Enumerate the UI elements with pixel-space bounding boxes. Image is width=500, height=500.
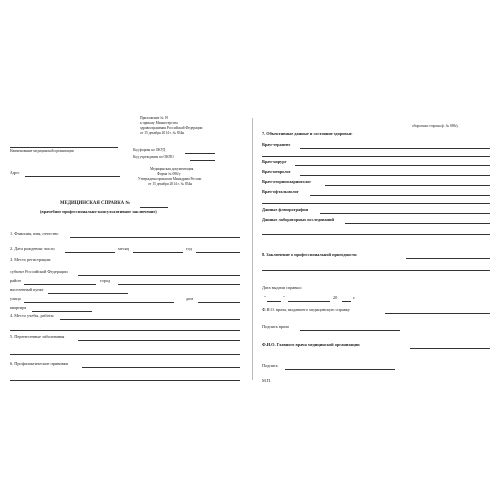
street-line[interactable]	[24, 302, 174, 303]
field-4-label: 4. Место учебы, работы	[10, 313, 54, 318]
issue-date-label: Дата выдачи справки:	[262, 285, 302, 290]
doctor-ent-label: Врач-оториноларинголог	[262, 179, 312, 184]
doctor-therapist-line-2[interactable]	[262, 156, 490, 157]
doc-form-line-3: Утверждена приказом Минздрава России	[138, 177, 202, 181]
field-5-line-2[interactable]	[10, 354, 240, 355]
doctor-ent-line[interactable]	[325, 185, 490, 186]
doctor-fio-line[interactable]	[385, 313, 490, 314]
field-4-line-1[interactable]	[60, 319, 240, 320]
okud-label: Код формы по ОКУД	[133, 148, 166, 152]
doctor-fio-label: Ф.И.О. врача, выдавшего медицинскую справку	[262, 307, 350, 312]
labs-line-2[interactable]	[262, 234, 490, 235]
dob-year-label: год	[186, 246, 192, 251]
approval-line-4: от 15 декабря 2014 г. № 834н	[140, 131, 185, 135]
doctor-surgeon-label: Врач-хирург	[262, 159, 287, 164]
approval-line-2: к приказу Министерства	[140, 121, 178, 125]
date-month-line[interactable]	[288, 301, 330, 302]
date-year-line[interactable]	[342, 301, 351, 302]
subject-line[interactable]	[78, 275, 240, 276]
doctor-sign-label: Подпись врача	[262, 324, 289, 329]
address-line	[25, 176, 120, 177]
field-2-label: 2. Дата рождения: число	[10, 246, 55, 251]
labs-line[interactable]	[345, 223, 490, 224]
chief-fio-label: Ф.И.О. Главного врача медицинской организации	[262, 342, 360, 347]
field-7-label: 7. Объективные данные и состояние здоровья:	[262, 131, 353, 136]
field-1-label: 1. Фамилия, имя, отчество	[10, 231, 59, 236]
doctor-sign-line[interactable]	[300, 330, 400, 331]
date-quote-open: "	[264, 295, 266, 300]
field-6-line-1[interactable]	[82, 367, 240, 368]
reverse-side-label: оборотная сторона ф. № 086/у	[412, 124, 459, 128]
house-line[interactable]	[198, 302, 240, 303]
district-line[interactable]	[24, 284, 96, 285]
doctor-ophthalmologist-label: Врач-офтальмолог	[262, 189, 299, 194]
field-6-line-2[interactable]	[10, 380, 240, 381]
sign-line[interactable]	[285, 369, 395, 370]
doctor-therapist-line[interactable]	[300, 148, 490, 149]
dob-month-line[interactable]	[133, 252, 183, 253]
doc-form-line-4: от 15 декабря 2014 г. № 834н	[148, 182, 193, 186]
sign-label: Подпись	[262, 363, 278, 368]
form-subtitle: (врачебное профессионально-консультативное заключение)	[40, 209, 157, 214]
okpo-line	[190, 160, 215, 161]
field-8-line-2[interactable]	[262, 270, 490, 271]
field-4-line-2[interactable]	[10, 330, 240, 331]
org-name-label: Наименование медицинской организации	[10, 149, 74, 153]
street-label: улица	[10, 296, 21, 301]
page-divider	[252, 118, 253, 380]
date-year-prefix: 20	[333, 295, 338, 300]
doc-form-line-2: Форма № 086/у	[157, 172, 181, 176]
dob-day-line[interactable]	[65, 252, 115, 253]
field-5-label: 5. Перенесенные заболевания	[10, 334, 65, 339]
stamp-label: М.П.	[262, 378, 272, 383]
settlement-line[interactable]	[48, 293, 128, 294]
fluoro-label: Данные флюорографии	[262, 207, 309, 212]
apartment-label: квартира	[10, 305, 27, 310]
extra-line-1[interactable]	[262, 203, 490, 204]
field-5-line-1[interactable]	[78, 340, 240, 341]
field-8-label: 8. Заключение о профессиональной пригодности	[262, 252, 357, 257]
date-year-suffix: г.	[353, 295, 356, 300]
date-day-line[interactable]	[267, 301, 281, 302]
dob-year-line[interactable]	[196, 252, 240, 253]
form-title: МЕДИЦИНСКАЯ СПРАВКА №	[60, 201, 131, 206]
district-label: район	[10, 278, 21, 283]
doc-form-line-1: Медицинская документация	[150, 167, 194, 171]
chief-fio-line[interactable]	[410, 348, 490, 349]
form-number-line	[140, 207, 168, 208]
settlement-label: населенный пункт	[10, 287, 44, 292]
okud-line	[185, 153, 215, 154]
date-quote-close: "	[283, 295, 285, 300]
field-6-label: 6. Профилактические прививки	[10, 361, 68, 366]
fluoro-line[interactable]	[320, 213, 490, 214]
okpo-label: Код учреждения по ОКПО	[133, 155, 174, 159]
city-label: город	[100, 278, 111, 283]
dob-month-label: месяц	[118, 246, 129, 251]
address-label: Адрес	[10, 171, 20, 175]
approval-line-1: Приложение № 19	[140, 116, 169, 120]
doctor-neurologist-line[interactable]	[300, 175, 490, 176]
org-name-line	[10, 147, 118, 148]
subject-label: субъект Российской Федерации	[10, 269, 68, 274]
city-line[interactable]	[118, 284, 240, 285]
doctor-therapist-label: Врач-терапевт	[262, 142, 291, 147]
field-1-line[interactable]	[70, 237, 240, 238]
field-8-line-1[interactable]	[406, 258, 490, 259]
doctor-surgeon-line[interactable]	[295, 165, 490, 166]
labs-label: Данные лабораторных исследований	[262, 217, 334, 222]
approval-line-3: здравоохранения Российской Федерации	[140, 126, 203, 130]
field-3-label: 3. Место регистрации:	[10, 257, 52, 262]
doctor-ophthalmologist-line[interactable]	[310, 195, 490, 196]
house-label: дом	[186, 296, 193, 301]
doctor-neurologist-label: Врач-невролог	[262, 169, 291, 174]
apartment-line[interactable]	[32, 311, 92, 312]
